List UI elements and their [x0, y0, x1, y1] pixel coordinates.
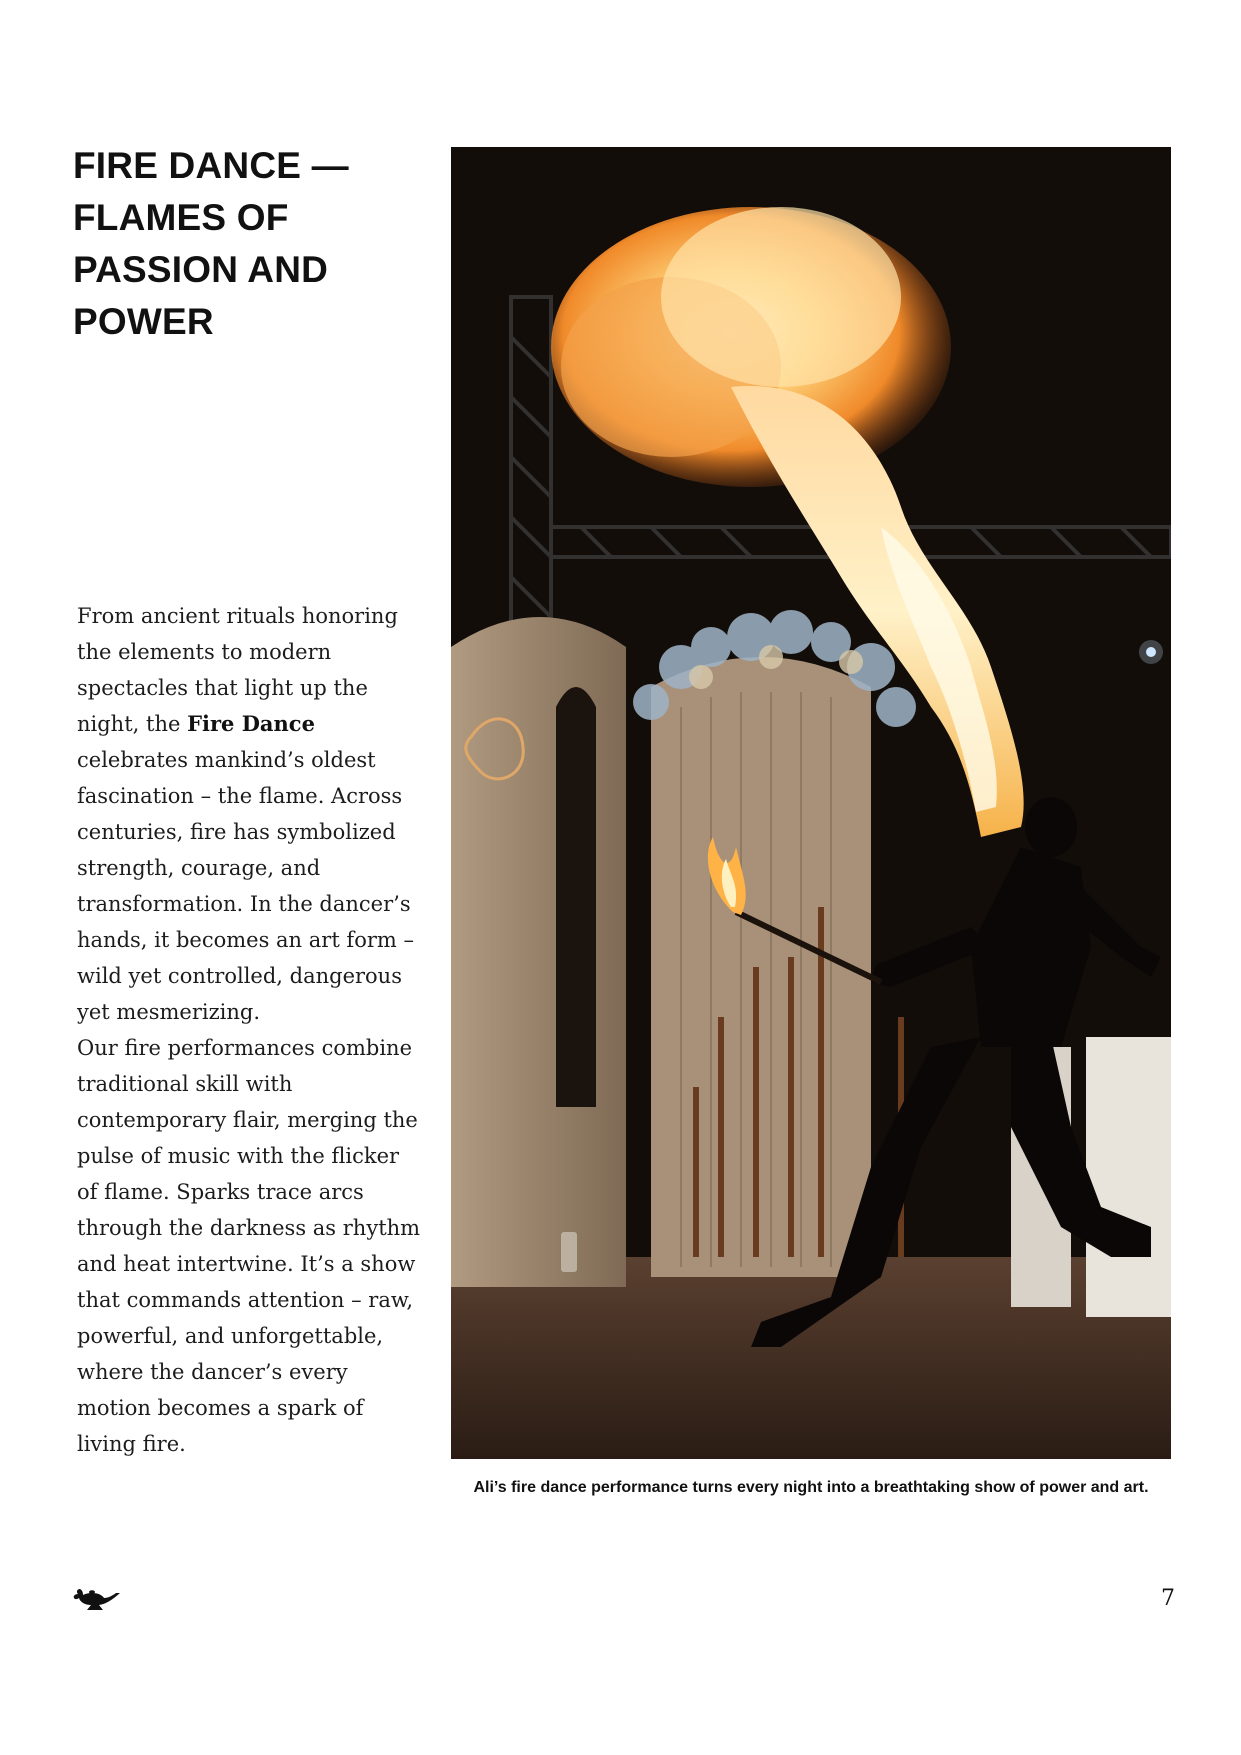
title-line: FLAMES OF — [73, 197, 289, 238]
title-line: FIRE DANCE — — [73, 145, 349, 186]
magic-lamp-icon — [72, 1585, 122, 1615]
photo-caption: Ali’s fire dance performance turns every night into a breathtaking show of power and art. — [473, 1479, 1149, 1496]
page-title — [73, 140, 403, 348]
paragraph-intro-bold: Fire Dance — [187, 711, 315, 736]
paragraph-intro — [77, 598, 422, 1030]
page-number: 7 — [1161, 1586, 1175, 1611]
fire-dancer-illustration — [451, 147, 1171, 1459]
paragraph-performance: Our fire performances combine traditional skill with contemporary flair, merging the pulse of music with the flicker of flame. Sparks trace arcs through the darkness as rhythm and heat intertwine. It’s a show that commands attention – raw, powerful, and unforgettable, where the dancer’s every motion becomes a spark of living fire. — [77, 1036, 421, 1456]
paragraph-intro-end: celebrates mankind’s oldest fascination – the flame. Across centuries, fire has symbolized strength, courage, and transformation. In the dancer’s hands, it becomes an art form – wild yet controlled, dangerous yet mesmerizing. — [77, 748, 414, 1024]
title-line: POWER — [73, 301, 214, 342]
fire-dancer-photo — [451, 147, 1171, 1459]
paragraph-intro-start: From ancient rituals honoring the elements to modern spectacles that light up the night, the — [77, 604, 398, 736]
title-line: PASSION AND — [73, 249, 329, 290]
body-text — [77, 598, 422, 1462]
